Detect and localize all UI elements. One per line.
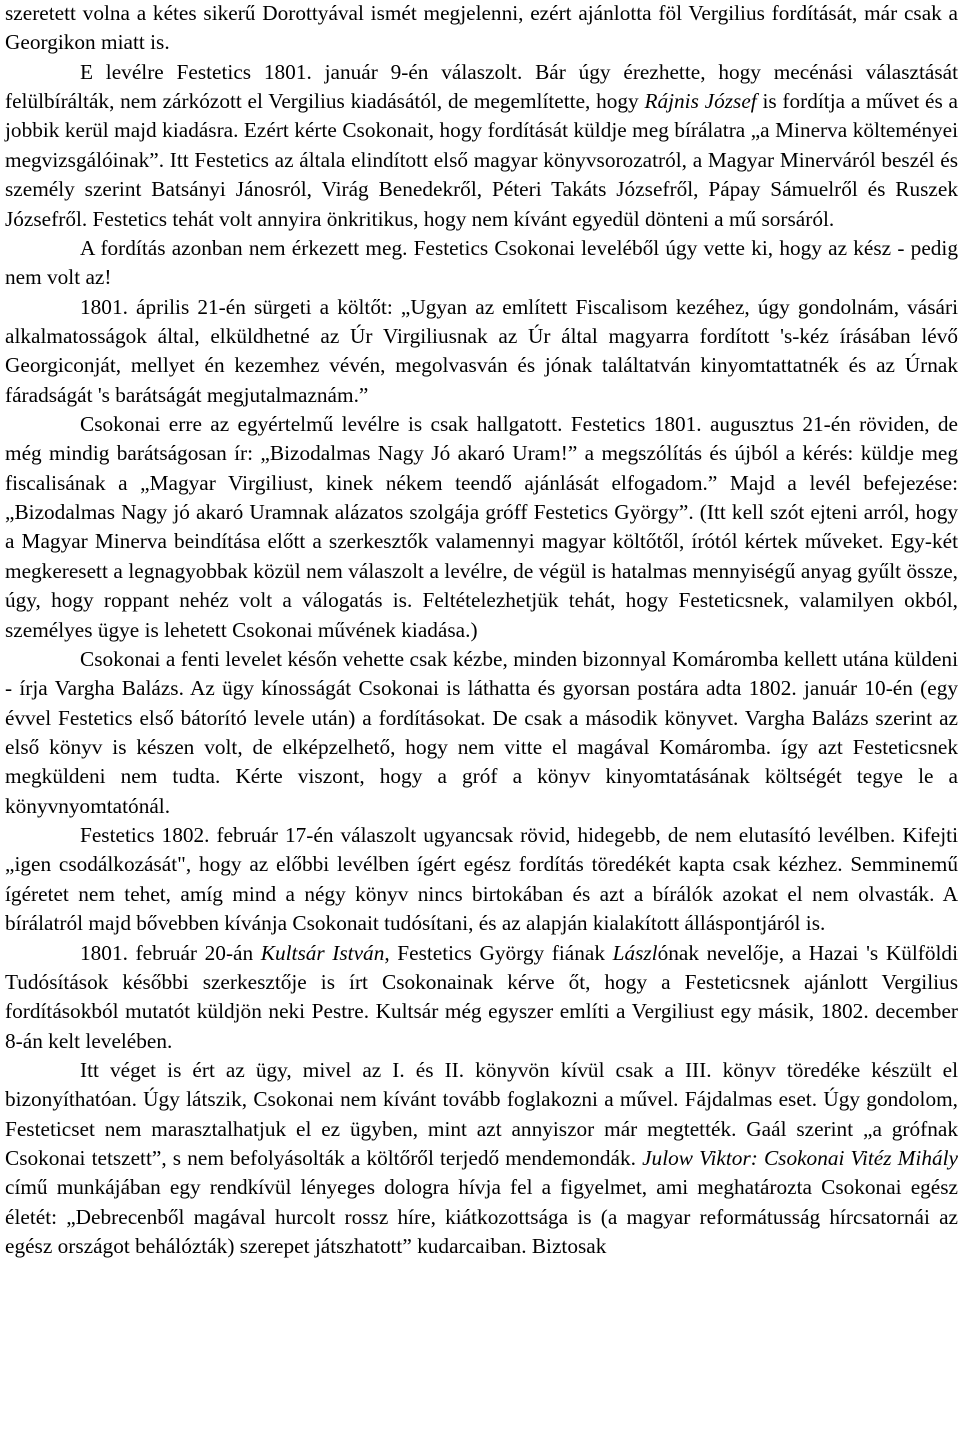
paragraph — [5, 410, 958, 645]
paragraph-text: E levélre Festetics 1801. január 9-én válaszolt. Bár úgy érezhette, hogy mecénási választását felülbírálták, nem zárkózott el Vergilius kiadásától, de megemlítette, hogy — [5, 59, 958, 114]
italic-name: Kultsár István — [260, 940, 385, 965]
paragraph-text: ónak nevelője, a Hazai 's Külföldi Tudósítások későbbi szerkesztője is írt Csokonainak kérve őt, hogy a Festeticsnek ajánlott Vergilius fordításokból mutatót küldjön neki Pestre. Kultsár még egyszer említi a Vergiliust egy másik, 1802. december 8-án kelt levelében. — [5, 940, 958, 1053]
paragraph-text: , Festetics György fiának — [384, 940, 613, 965]
italic-name: Lászl — [612, 940, 658, 965]
paragraph-text: Csokonai a fenti levelet későn vehette csak kézbe, minden bizonnyal Komáromba kellett utána küldeni - írja Vargha Balázs. Az ügy kínosságát Csokonai is láthatta és gyorsan postára adta 1802. január 10-én (egy évvel Festetics első bátorító levele után) a fordításokat. De csak a második könyvet. Vargha Balázs szerint az első könyv is készen volt, de elképzelhető, hogy nem vitte el magával Komáromba. így azt Festeticsnek megküldeni nem tudta. Kérte viszont, hogy a gróf a könyv kinyomtatásának költségét tegye le a könyvnyomtatónál. — [5, 646, 958, 818]
paragraph-text: Festetics 1802. február 17-én válaszolt ugyancsak rövid, hidegebb, de nem elutasító levélben. Kifejti „igen csodálkozását", hogy az előbbi levélben ígért egész fordítás töredékét kapta csak kézhez. Semminemű ígéretet nem tehet, amíg mind a négy könyv nincs birtokában és azt a bírálók azokat el nem olvasták. A bírálatról majd bővebben kívánja Csokonait tudósítani, és az alapján kialakított álláspontjáról is. — [5, 823, 958, 936]
paragraph — [5, 1056, 958, 1262]
paragraph — [5, 939, 958, 1056]
paragraph — [5, 234, 958, 293]
paragraph-text: Csokonai erre az egyértelmű levélre is csak hallgatott. Festetics 1801. augusztus 21-én röviden, de még mindig barátságosan ír: „Bizodalmas Nagy Jó akaró Uram!” a megszólítás és újból a kérés: küldje meg fiscalisának a „Magyar Virgiliust, kinek nékem teendő ajánlását elfogadom.” Majd a levél befejezése: „Bizodalmas Nagy jó akaró Uramnak alázatos szolgája gróff Festetics György”. (Itt kell szót ejteni arról, hogy a Magyar Minerva beindítása előtt a szerkesztők valamennyi magyar költőtől, írótól kértek műveket. Egy-két megkeresett a legnagyobbak közül nem válaszolt a levélre, de végül is hatalmas mennyiségű anyag gyűlt össze, úgy, hogy roppant nehéz volt a válogatás is. Feltételezhetjük tehát, hogy Festeticsnek, valamilyen okból, személyes ügye is lehetett Csokonai művének kiadása.) — [5, 412, 958, 642]
paragraph — [5, 293, 958, 410]
paragraph-text: című munkájában egy rendkívül lényeges dologra hívja fel a figyelmet, ami meghatározta Csokonai egész életét: „Debrecenből magával hurcolt rossz híre, kiátkozottsága is (a magyar reformátusság hírcsatornái az egész országot behálózták) szerepet játszhatott” kudarcaiban. Biztosak — [5, 1175, 958, 1259]
paragraph — [5, 58, 958, 234]
paragraph-text: szeretett volna a kétes sikerű Dorottyával ismét megjelenni, ezért ajánlotta föl Vergilius fordítását, már csak a Georgikon miatt is. — [5, 1, 958, 55]
paragraph — [5, 0, 958, 58]
paragraph-text: Itt véget is ért az ügy, mivel az I. és II. könyvön kívül csak a III. könyv töredéke készült el bizonyíthatóan. Úgy látszik, Csokonai nem kívánt tovább foglakozni a művel. Fájdalmas eset. Úgy gondolom, Festeticset nem marasztalhatjuk el ez ügyben, mint azt annyiszor már megtették. Gaál szerint „a grófnak Csokonai tetszett”, s nem befolyásolták a költőről terjedő mendemondák. — [5, 1057, 958, 1171]
paragraph — [5, 645, 958, 821]
paragraph — [5, 821, 958, 938]
paragraph-text: A fordítás azonban nem érkezett meg. Festetics Csokonai leveléből úgy vette ki, hogy az kész - pedig nem volt az! — [5, 235, 958, 290]
italic-name: Rájnis József — [644, 89, 757, 114]
italic-title: Julow Viktor: Csokonai Vitéz Mihály — [642, 1146, 958, 1171]
paragraph-text: is fordítja a művet és a jobbik kerül majd kiadásra. Ezért kérte Csokonait, hogy fordítását küldje meg bírálatra „a Minerva költeményei megvizsgálóinak”. Itt Festetics az általa elindított első magyar könyvsorozatról, a Magyar Minerváról beszél és személy szerint Batsányi Jánosról, Virág Benedekről, Péteri Takáts Józsefről, Pápay Sámuelről és Ruszek Józsefről. Festetics tehát volt annyira önkritikus, hogy nem kívánt egyedül dönteni a mű sorsáról. — [5, 89, 958, 231]
paragraph-text: 1801. február 20-án — [80, 940, 261, 965]
paragraph-text: 1801. április 21-én sürgeti a költőt: „Ugyan az említett Fiscalisom kezéhez, úgy gondolnám, vásári alkalmatosságok által, elküldhetné az Úr Virgiliusnak az Úr által magyarra fordított 's-kéz írásában lévő Georgiconját, mellyet én kezemhez vévén, megolvasván és jónak találtatván kinyomtattatnék és az Úrnak fáradságát 's barátságát megjutalmaznám.” — [5, 294, 958, 407]
